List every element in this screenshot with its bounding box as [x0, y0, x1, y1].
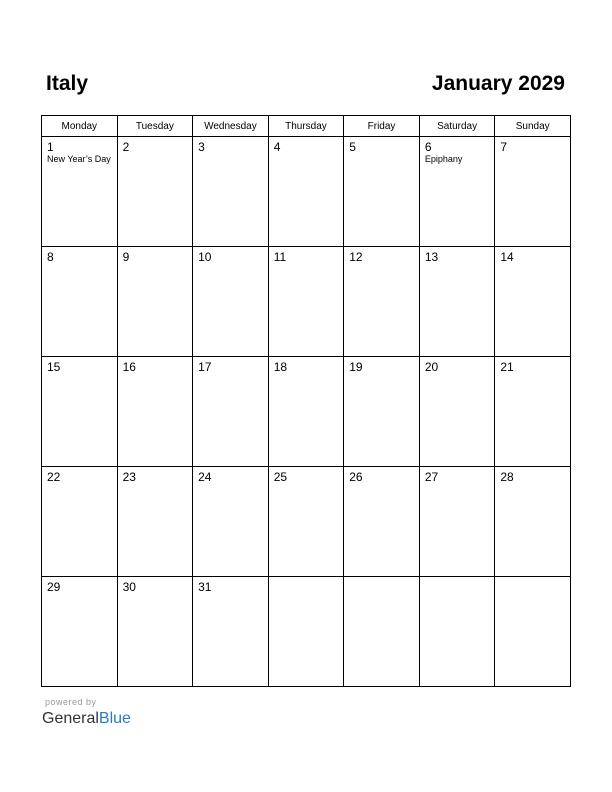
day-number: 17 [198, 360, 212, 374]
day-number: 9 [122, 250, 130, 264]
day-number: 29 [47, 580, 61, 594]
day-number: 19 [349, 360, 363, 374]
day-cell [495, 247, 571, 357]
day-number [420, 577, 495, 580]
weekday-friday: Friday [344, 116, 420, 137]
day-number: 23 [122, 470, 136, 484]
day-number: 30 [122, 580, 136, 594]
day-cell [193, 247, 269, 357]
week-row-4 [42, 467, 571, 577]
week-row-1 [42, 137, 571, 247]
weekday-tuesday: Tuesday [117, 116, 193, 137]
day-cell [344, 247, 420, 357]
week-row-5 [42, 577, 571, 687]
week-row-2 [42, 247, 571, 357]
day-number: 24 [198, 470, 212, 484]
day-cell [419, 577, 495, 687]
holiday-label: New Year’s Day [47, 154, 111, 164]
weekday-monday: Monday [42, 116, 118, 137]
day-cell [268, 577, 344, 687]
day-cell [344, 577, 420, 687]
country-title: Italy [46, 72, 89, 95]
day-cell [495, 577, 571, 687]
day-number: 12 [349, 250, 363, 264]
day-cell [268, 357, 344, 467]
calendar-grid [41, 115, 571, 687]
day-cell [495, 137, 571, 247]
day-cell [419, 467, 495, 577]
day-number: 20 [424, 360, 439, 374]
day-cell [42, 247, 118, 357]
day-cell [42, 467, 118, 577]
day-cell [193, 357, 269, 467]
day-number: 27 [424, 470, 439, 484]
day-number: 21 [500, 360, 514, 374]
day-cell [344, 357, 420, 467]
day-number: 14 [500, 250, 514, 264]
generalblue-logo[interactable] [42, 709, 131, 729]
weekday-thursday: Thursday [268, 116, 344, 137]
weekday-sunday: Sunday [495, 116, 571, 137]
day-cell [117, 247, 193, 357]
day-number: 16 [122, 360, 136, 374]
powered-by-text: powered by [45, 697, 97, 707]
day-number: 25 [273, 470, 288, 484]
day-number: 18 [273, 360, 288, 374]
day-number: 10 [198, 250, 212, 264]
day-cell [117, 357, 193, 467]
day-number: 11 [273, 250, 287, 264]
day-cell [117, 137, 193, 247]
day-number: 1 [47, 140, 54, 154]
day-cell [419, 247, 495, 357]
month-year-title: January 2029 [431, 72, 565, 95]
day-cell [344, 137, 420, 247]
day-cell [344, 467, 420, 577]
day-number [495, 577, 570, 580]
holiday-label: Epiphany [424, 154, 463, 164]
day-number: 13 [424, 250, 439, 264]
day-number: 28 [500, 470, 514, 484]
day-number: 15 [47, 360, 61, 374]
day-cell [117, 577, 193, 687]
day-number: 3 [198, 140, 205, 154]
weekday-saturday: Saturday [419, 116, 495, 137]
day-number: 4 [273, 140, 281, 154]
day-number: 7 [500, 140, 508, 154]
day-cell [495, 467, 571, 577]
weekday-wednesday: Wednesday [193, 116, 269, 137]
day-number: 2 [122, 140, 130, 154]
brand-blue-text: Blue [98, 710, 131, 727]
weekday-header-row [42, 116, 571, 137]
day-cell [193, 467, 269, 577]
day-number: 31 [198, 580, 212, 594]
day-cell [193, 577, 269, 687]
day-number: 5 [349, 140, 356, 154]
day-cell [268, 247, 344, 357]
day-cell [268, 467, 344, 577]
day-cell [42, 137, 118, 247]
day-number: 22 [47, 470, 61, 484]
day-number: 6 [424, 140, 432, 154]
day-cell [268, 137, 344, 247]
day-cell [117, 467, 193, 577]
day-number: 8 [47, 250, 54, 264]
day-number [269, 577, 344, 580]
day-cell [495, 357, 571, 467]
day-cell [42, 357, 118, 467]
day-number [344, 577, 419, 580]
day-cell [419, 357, 495, 467]
brand-general-text: General [42, 710, 99, 727]
day-cell [42, 577, 118, 687]
day-number: 26 [349, 470, 363, 484]
week-row-3 [42, 357, 571, 467]
day-cell [193, 137, 269, 247]
day-cell [419, 137, 495, 247]
